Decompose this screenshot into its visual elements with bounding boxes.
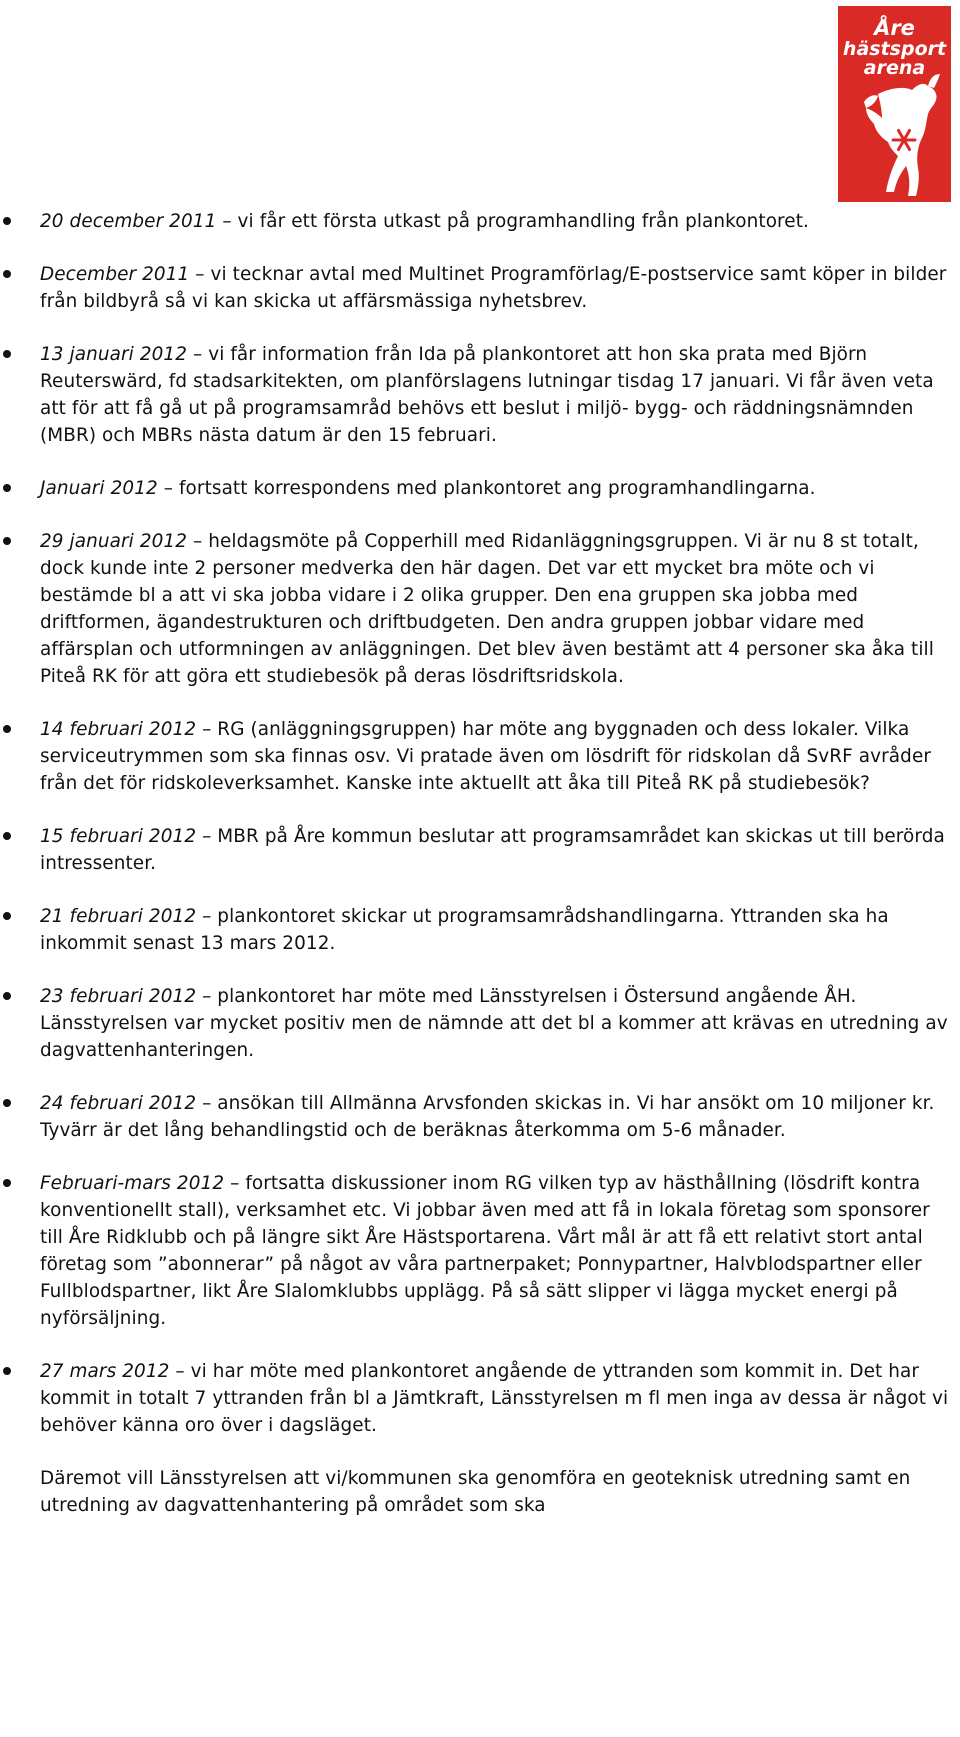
entry-text: – MBR på Åre kommun beslutar att programsamrådet kan skickas ut till berörda intressenter. xyxy=(40,826,945,874)
entry-text: – plankontoret har möte med Länsstyrelsen i Östersund angående ÅH. Länsstyrelsen var mycket positiv men de nämnde att det bl a kommer att krävas en utredning av dagvattenhanteringen. xyxy=(40,986,948,1061)
entry-text: – fortsatta diskussioner inom RG vilken typ av hästhållning (lösdrift kontra konventionellt stall), verksamhet etc. Vi jobbar även med att få in lokala företag som sponsorer till Åre Ridklubb och på längre sikt Åre Hästsportarena. Vårt mål är att få ett relativt stort antal företag som ”abonnerar” på något av våra partnerpaket; Ponnypartner, Halvblodspartner eller Fullblodspartner, likt Åre Slalomklubbs upplägg. På så sätt slipper vi lägga mycket energi på nyförsäljning. xyxy=(40,1173,930,1329)
timeline-list xyxy=(0,208,960,1439)
bullet-icon xyxy=(3,832,11,840)
bullet-icon xyxy=(3,1179,11,1187)
entry-date: Februari-mars 2012 xyxy=(40,1173,225,1194)
bullet-icon xyxy=(3,350,11,358)
timeline-entry xyxy=(0,903,960,957)
bullet-icon xyxy=(3,484,11,492)
timeline-entry xyxy=(0,1358,960,1439)
bullet-icon xyxy=(3,270,11,278)
entry-date: 20 december 2011 xyxy=(40,211,217,232)
timeline-entry xyxy=(0,341,960,449)
are-hastsport-arena-logo xyxy=(838,6,951,202)
bullet-icon xyxy=(3,725,11,733)
trailing-paragraph: Däremot vill Länsstyrelsen att vi/kommunen ska genomföra en geoteknisk utredning samt en utredning av dagvattenhantering på området som ska xyxy=(40,1468,911,1516)
entry-date: 21 februari 2012 xyxy=(40,906,197,927)
entry-text: – vi har möte med plankontoret angående de yttranden som kommit in. Det har kommit in totalt 7 yttranden från bl a Jämtkraft, Länsstyrelsen m fl men inga av dessa är något vi behöver känna oro över i dagsläget. xyxy=(40,1361,949,1436)
entry-text: – vi får information från Ida på plankontoret att hon ska prata med Björn Reuterswärd, fd stadsarkitekten, om planförslagens lutningar tisdag 17 januari. Vi får även veta att för att få gå ut på programsamråd behövs ett beslut i miljö- bygg- och räddningsnämnden (MBR) och MBRs nästa datum är den 15 februari. xyxy=(40,344,934,446)
logo-text-line3: arena xyxy=(863,57,926,79)
timeline-entry xyxy=(0,261,960,315)
bullet-icon xyxy=(3,1367,11,1375)
bullet-icon xyxy=(3,1099,11,1107)
timeline-entry xyxy=(0,983,960,1064)
entry-date: 29 januari 2012 xyxy=(40,531,188,552)
timeline-entry xyxy=(0,208,960,235)
timeline-entry xyxy=(0,716,960,797)
bullet-icon xyxy=(3,217,11,225)
entry-text: – vi får ett första utkast på programhandling från plankontoret. xyxy=(216,211,809,232)
entry-date: 15 februari 2012 xyxy=(40,826,197,847)
horse-foreleg-shape xyxy=(864,95,878,108)
bullet-icon xyxy=(3,537,11,545)
entry-date: 14 februari 2012 xyxy=(40,719,197,740)
timeline-entry xyxy=(0,823,960,877)
entry-date: 24 februari 2012 xyxy=(40,1093,197,1114)
logo-text-line1: Åre xyxy=(874,16,915,40)
bullet-icon xyxy=(3,912,11,920)
timeline-entry xyxy=(0,1090,960,1144)
entry-date: 27 mars 2012 xyxy=(40,1361,170,1382)
entry-date: December 2011 xyxy=(40,264,190,285)
bullet-icon xyxy=(3,992,11,1000)
timeline-entry xyxy=(0,528,960,690)
timeline-entry xyxy=(0,475,960,502)
logo-text-line2: hästsport xyxy=(842,38,947,60)
entry-date: 23 februari 2012 xyxy=(40,986,197,1007)
entry-text: – plankontoret skickar ut programsamrådshandlingarna. Yttranden ska ha inkommit senast 13 mars 2012. xyxy=(40,906,889,954)
timeline-entry xyxy=(0,1170,960,1332)
entry-text: – RG (anläggningsgruppen) har möte ang byggnaden och dess lokaler. Vilka serviceutrymmen som ska finnas osv. Vi pratade även om lösdrift för ridskolan då SvRF avråder från det för ridskoleverksamhet. Kanske inte aktuellt att åka till Piteå RK på studiebesök? xyxy=(40,719,932,794)
entry-text: – heldagsmöte på Copperhill med Ridanläggningsgruppen. Vi är nu 8 st totalt, dock kunde inte 2 personer medverka den här dagen. Det var ett mycket bra möte och vi bestämde bl a att vi ska jobba vidare i 2 olika grupper. Den ena gruppen ska jobba med driftformen, ägandestrukturen och driftbudgeten. Den andra gruppen jobbar vidare med affärsplan och utformningen av anläggningen. Det blev även bestämt att 4 personer ska åka till Piteå RK för att göra ett studiebesök på deras lösdriftsridskola. xyxy=(40,531,934,687)
entry-text: – fortsatt korrespondens med plankontoret ang programhandlingarna. xyxy=(157,478,816,499)
entry-text: – vi tecknar avtal med Multinet Programförlag/E-postservice samt köper in bilder från bildbyrå så vi kan skicka ut affärsmässiga nyhetsbrev. xyxy=(40,264,947,312)
document-body xyxy=(0,208,960,1537)
entry-date: Januari 2012 xyxy=(40,478,158,499)
entry-text: – ansökan till Allmänna Arvsfonden skickas in. Vi har ansökt om 10 miljoner kr. Tyvärr är det lång behandlingstid och de beräknas återkomma om 5-6 månader. xyxy=(40,1093,935,1141)
entry-date: 13 januari 2012 xyxy=(40,344,188,365)
